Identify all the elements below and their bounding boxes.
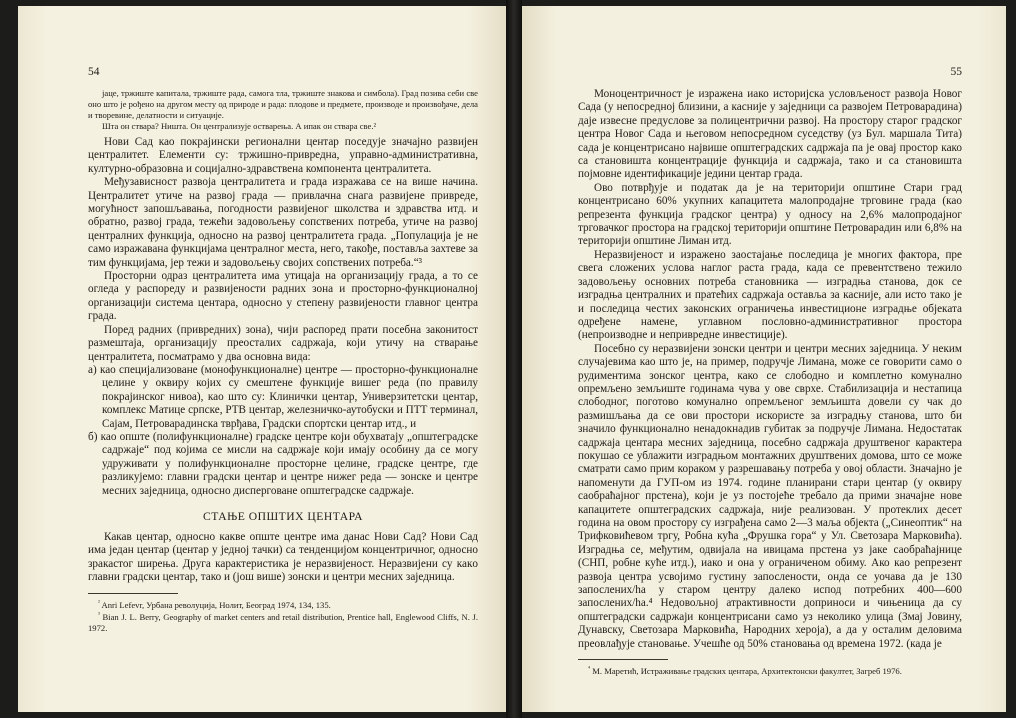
list-item: а) као специјализоване (монофункционалне) центре — просторно-функционалне целине у оквиру којих су смештене функције вишег реда (по правилу покрајинског нивоа), као што су: Клинички центар, Универзитетски центар, комплекс Матице српске, РТВ центар, железничко-аутобуски и ПТТ терминал, Сајам, Петроварадинска тврђава, Градски спортски центар итд., и	[88, 363, 478, 430]
paragraph: Поред радних (привредних) зона), чији распоред прати посебна законитост размештаја, организацију преосталих садржаја, који утичу на стварање централитета, посматрамо у два основна вида:	[88, 323, 478, 363]
paragraph: Међузависност развоја централитета и града изражава се на више начина. Централитет утиче на развој града — привлачна снага развијене привреде, могућност запошљавања, погодности развијеног школства и здравства итд. и обратно, развој града, тежећи задовољењу сопствених потреба, утиче на развој централних функција, односно на развој централитета града. „Популација је не само изражавана функцијама централног места, него, такође, постављa захтеве за тим функцијама, јер тежи и задовољењу својих сопствених потреба.“³	[88, 176, 478, 269]
left-page	[18, 6, 506, 712]
right-page-body	[578, 88, 962, 677]
page-number: 55	[950, 66, 962, 78]
left-page-body	[88, 88, 478, 633]
paragraph: Посебно су неразвијени зонски центри и центри месних заједница. У неким случајевима као што је, на пример, подручје Лимана, може се говорити само о рудиментима зонског центра, како се слободно и комплетно комунално опремљено земљиште годинама чува у ове сврхе. Стабилизација и нестапица слободног, поготово комунално опремљеног земљишта довели су чак до размишљања да се ови простори искористе за изградњу станова, што би значило функционално ненадокнадив губитак за подручје Лимана. Недостатак садржаја центара месних заједница, посебно садржаја друштвеног карактера покушао се ублажити изградњом монтажних друштвених домова, што се може сматрати само прим кораком у разрешавању потреба у овој области. Значајно је напоменути да ГУП-ом из 1974. године планирани стари центар (у оквиру саобраћајног прстена), који је уз постојеће требало да прими значајне нове капацитете општеградских садржаја, није реализован. У протеклих десет година на овом простору су изграђена само 2—3 маља објекта („Синеоптик“ на Трифковићевом тргу, Робна кућа „Фрушка гора“ у Ул. Светозара Марковића). Изградња се, међутим, одвијала на ивицама прстена уз јаке саобраћајнице (СНП, робне куће итд.), иако и она у ограниченом обиму. Ако као репрезент развоја центра усвојимо густину запослености, онда се уочава да је 130 запослених/ha у старом центру далеко испод потребних 400—600 запослених/ha.⁴ Недовољној атрактивности доприноси и чињеница да су општеградски садржаји концентрисани само уз неколико улица (Змај Јовину, Дунавску, Светозара Марковића, Народних хероја), а да у осталим деловима преовлађује становање. Учешће од 50% становања од времена 1972. (када је	[578, 342, 962, 650]
quote-text: јаце, тржиште капитала, тржиште рада, самога тла, тржиште знакова и симбола). Град позива себи све оно што је рођено на другом месту од природе и рада: плодове и предмете, производе и произвођаче, дела и творевине, делатности и ситуације.	[88, 88, 478, 120]
right-page	[522, 6, 1006, 712]
paragraph: Нови Сад као покрајински регионални центар поседује значајно развијен централитет. Елементи су: тржишно-привредна, управно-административна, културно-образовна и социјално-здравствена компонента централитета.	[88, 136, 478, 175]
paragraph: Ово потврђује и податак да је на територији општине Стари град концентрисано 60% укупних капацитета малопродајне трговине града (као репрезента функција градског центра) у односу на 2,6% малопродајног трговачког простора на градској територији општине Петроварадин или 6,8% на територији општине Лиман итд.	[578, 181, 962, 248]
paragraph: Какав центар, односно какве опште центре има данас Нови Сад? Нови Сад има један центар (центар у једној тачки) са тенденцијом концентричног, односно зракастог ширења. Друга карактеристика је неразвијеност. Неразвијени су какo главни градски центар, тако и (још више) зонски и центри месних заједница.	[88, 530, 478, 584]
paragraph: Неразвијеност и изражено заостајање последица је многих фактора, пре свега сложених услова наглог раста града, када се превентствено тежило задовољењу основних потреба становника — изградња станова, док се изградња централних и пратећих садржаја оставља за касније, али исто тако је и последица честих законских ограничења инвестиционе изградње објеката одређене намене, углавном пословно-административног простора (непроизводне и непривредне инвестиције).	[578, 248, 962, 342]
section-heading: СТАЊЕ ОПШТИХ ЦЕНТАРА	[203, 509, 363, 523]
paragraph: Просторни одраз централитета има утицаја на организацију града, а то се огледа у распореду и развијености радних зона и просторно-функционалној организацији система центара, односно у степену развијености главног центра града.	[88, 270, 478, 323]
center-types-list	[88, 364, 478, 498]
footnote: $^{^4}$ М. Маретић, Истраживање градских центара, Архитектонски факултет, Загреб 1976.	[588, 665, 902, 676]
footnote-divider	[88, 593, 178, 594]
footnote: $^{^2}$ Anri Lefevr, Урбана револуција, Нолит, Београд 1974, 134, 135.	[98, 599, 331, 610]
footnote-divider	[578, 659, 668, 660]
footnote: $^{^3}$ Bian J. L. Berry, Geography of market centers and retail distribution, Prentice hall, Englewood Cliffs, N. J. 1972.	[88, 611, 478, 633]
paragraph: Моноцентричност је изражена иако историјска условљеност развоја Новог Сада (у непосредној близини, а касније у заједници са развојем Петроварадина) даје извесне предуслове за полицентрични развој. На простору старог градског центра Новог Сада и његовом непосредном суседству (уз Бул. маршала Тита) сада је концентрисано највише општеградских садржаја па је овај простор како са становишта концентрације функција и садржаја, тако и са становишта појмовне идентификације једини центар града.	[578, 88, 962, 181]
list-item: б) као опште (полифункционалне) градске центре који обухватају „општеградске садржаје“ под којима се мисли на садржаје који имају особину да се могу удруживати у полифункционалне просторне целине, градске центре, где разликујемо: главни градски центар и центре нижег реда — зонске и центре месних заједница, односно дисперговане општеградске садржаје.	[88, 430, 478, 497]
quote-text: Шта он ствара? Ништа. Он централизује остварења. А ипак он ствара све.²	[102, 121, 377, 131]
page-number: 54	[88, 66, 100, 78]
book-gutter	[506, 0, 522, 718]
